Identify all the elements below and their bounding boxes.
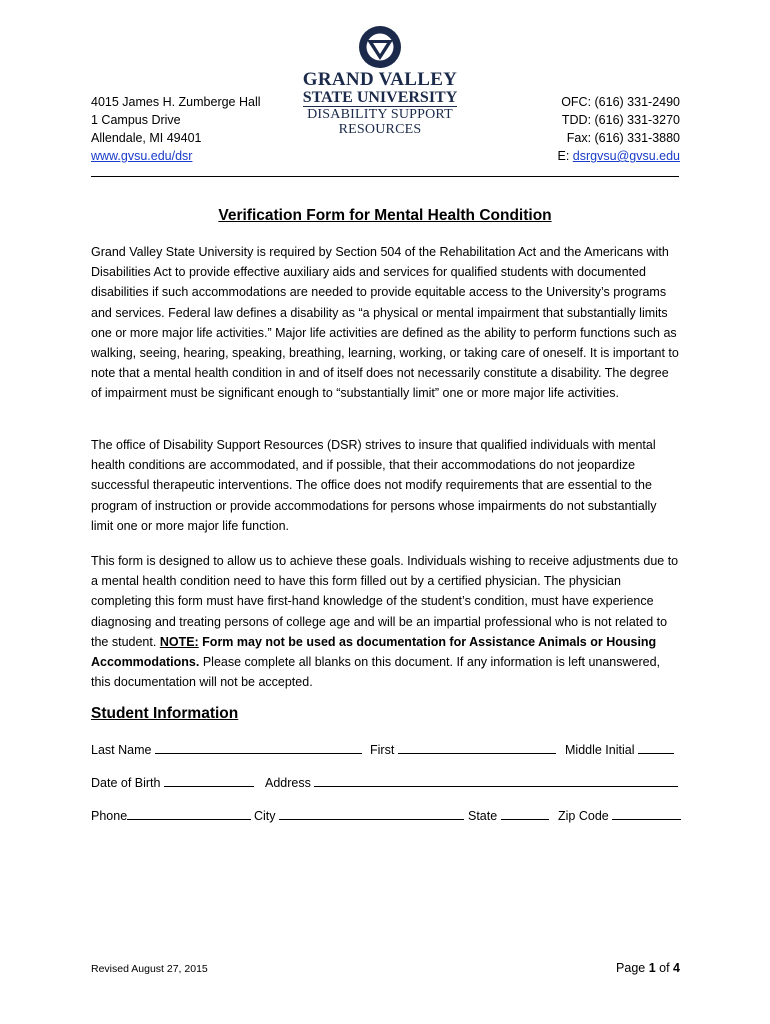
gvsu-dsr-logo: [300, 24, 460, 142]
phone-label: Phone: [91, 809, 128, 823]
dob-label: Date of Birth: [91, 776, 161, 790]
city-label: City: [254, 809, 276, 823]
email-link[interactable]: dsrgvsu@gvsu.edu: [572, 149, 680, 163]
website-link[interactable]: www.gvsu.edu/dsr: [91, 149, 193, 163]
address-line-3: Allendale, MI 49401: [91, 131, 202, 145]
middle-initial-blank[interactable]: [638, 742, 674, 754]
city-field[interactable]: [254, 808, 464, 823]
paragraph-3-end: Please complete all blanks on this document. If any information is left unanswered, this documentation will not be accepted.: [91, 655, 661, 690]
phone-field[interactable]: [91, 808, 251, 823]
note-label: NOTE:: [159, 634, 199, 649]
revision-date: Revised August 27, 2015: [91, 963, 208, 975]
phone-blank[interactable]: [127, 808, 251, 820]
page-label: Page: [616, 961, 649, 975]
office-address: [91, 93, 261, 165]
state-field[interactable]: [468, 808, 549, 823]
state-label: State: [468, 809, 498, 823]
dob-blank[interactable]: [164, 775, 254, 787]
dob-address-row: [91, 775, 681, 795]
last-name-label: Last Name: [91, 743, 152, 757]
logo-line-disability-support: DISABILITY SUPPORT: [307, 107, 453, 122]
logo-line-state-university: STATE UNIVERSITY: [302, 89, 458, 106]
form-title: Verification Form for Mental Health Condition: [218, 207, 552, 224]
student-info-heading: Student Information: [91, 705, 239, 722]
address-field[interactable]: [265, 775, 678, 790]
middle-initial-field[interactable]: [565, 742, 674, 757]
address-line-1: 4015 James H. Zumberge Hall: [91, 95, 261, 109]
intro-paragraph-2: The office of Disability Support Resources (DSR) strives to insure that qualified individuals with mental health conditions are accommodated, and if possible, that their accommodations do not jeopardize successful therapeutic interventions. The office does not modify requirements that are essential to the program of instruction or provide accommodations for persons whose impairments do not substantially limit one or more major life function.: [91, 438, 657, 533]
fax-number: Fax: (616) 331-3880: [566, 131, 680, 145]
first-name-label: First: [370, 743, 395, 757]
total-pages: 4: [673, 961, 680, 975]
header-divider: [91, 176, 679, 177]
last-name-blank[interactable]: [155, 742, 362, 754]
of-label: of: [655, 961, 674, 975]
zip-code-blank[interactable]: [612, 808, 681, 820]
intro-paragraph-1: Grand Valley State University is required by Section 504 of the Rehabilitation Act and the Americans with Disabilities Act to provide effective auxiliary aids and services for qualified students with documented disabilities if such accommodations are needed to provide equitable access to the University’s programs and services. Federal law defines a disability as “a physical or mental impairment that substantially limits one or more major life activities.” Major life activities are defined as the ability to perform functions such as walking, seeing, hearing, speaking, breathing, learning, working, or taking care of oneself. It is important to note that a mental health condition in and of itself does not necessarily constitute a disability. The degree of impairment must be significant enough to “substantially limit” one or more major life activities.: [91, 245, 679, 401]
current-page: 1: [648, 961, 656, 975]
name-row: [91, 742, 681, 762]
address-line-2: 1 Campus Drive: [91, 113, 181, 127]
paragraph-3-start: This form is designed to allow us to achieve these goals. Individuals wishing to receive adjustments due to a mental health condition need to have this form filled out by a certified physician. The physician completing this form must have first-hand knowledge of the student’s condition, must have experience diagnosing and treating persons of college age and will be an impartial professional who is not related to the student.: [91, 554, 679, 649]
middle-initial-label: Middle Initial: [565, 743, 635, 757]
logo-line-grand-valley: GRAND VALLEY: [302, 69, 458, 90]
tdd-phone: TDD: (616) 331-3270: [561, 113, 680, 127]
phone-city-row: [91, 808, 681, 828]
page-number: [616, 961, 680, 975]
contact-info: [558, 93, 681, 165]
address-label: Address: [265, 776, 311, 790]
dob-field[interactable]: [91, 775, 254, 790]
address-blank[interactable]: [314, 775, 678, 787]
state-blank[interactable]: [501, 808, 549, 820]
office-phone: OFC: (616) 331-2490: [561, 95, 680, 109]
note-text: Form may not be used as documentation for Assistance Animals or Housing Accommodations.: [91, 634, 657, 670]
gvsu-logo-icon: [352, 24, 408, 70]
zip-code-field[interactable]: [558, 808, 681, 823]
city-blank[interactable]: [279, 808, 464, 820]
first-name-blank[interactable]: [398, 742, 556, 754]
email-label: E:: [557, 149, 573, 163]
first-name-field[interactable]: [370, 742, 556, 757]
zip-code-label: Zip Code: [558, 809, 609, 823]
intro-paragraph-3: [91, 551, 681, 692]
logo-line-resources: RESOURCES: [338, 122, 422, 137]
last-name-field[interactable]: [91, 742, 362, 757]
